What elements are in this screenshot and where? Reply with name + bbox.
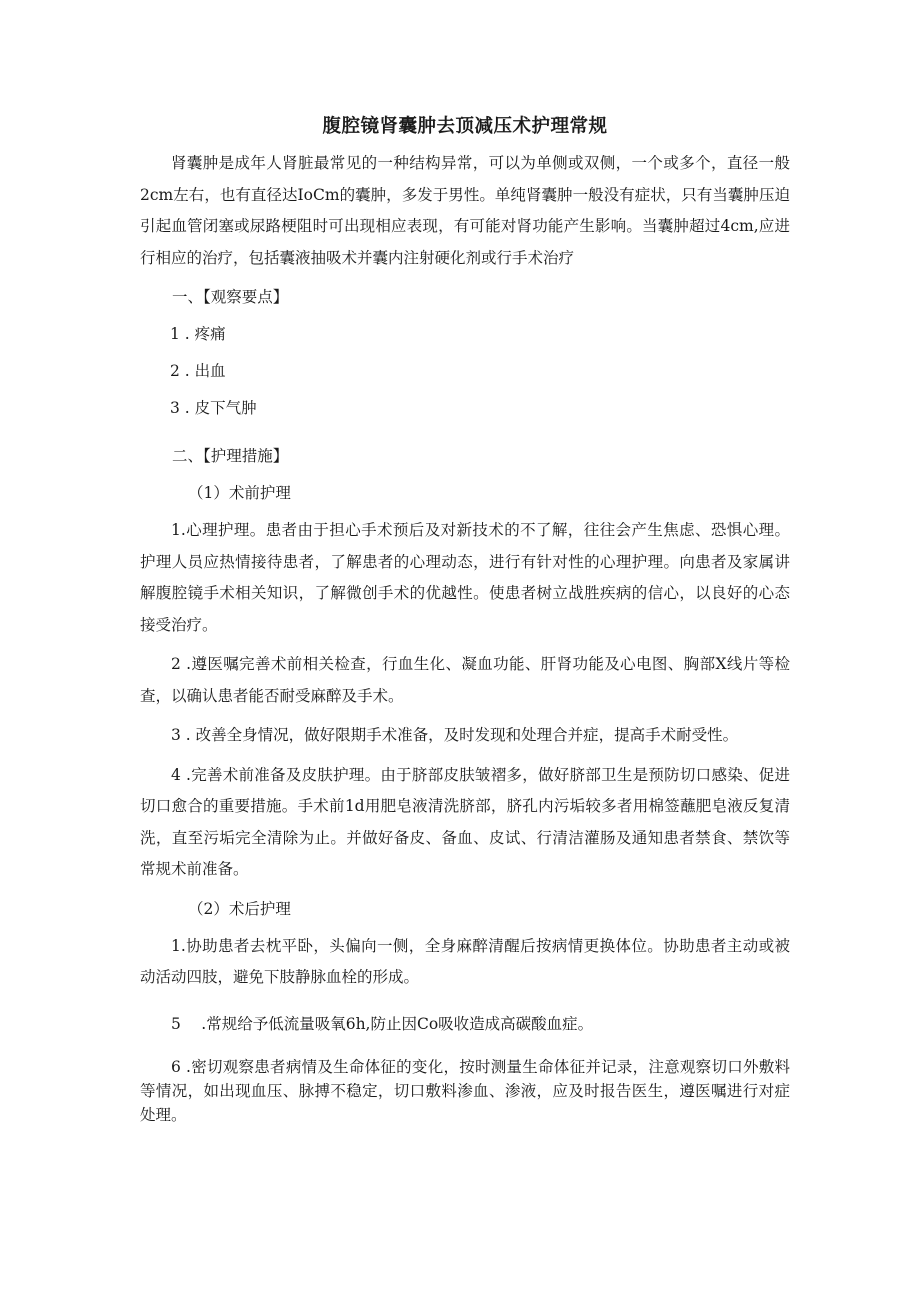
subsection-heading-preop: （1）术前护理 [188,484,291,502]
document-body [140,110,790,1127]
postop-item-5: 5 .常规给予低流量吸氧6h,防止因Co吸收造成高碳酸血症。 [171,1014,594,1033]
observation-item-bleeding: 2 . 出血 [170,362,226,380]
document-title: 腹腔镜肾囊肿去顶减压术护理常规 [322,116,608,137]
postop-item-1: 1.协助患者去枕平卧，头偏向一侧，全身麻醉清醒后按病情更换体位。协助患者主动或被动活动四肢，避免下肢静脉血栓的形成。 [140,936,790,986]
preop-item-2: 2 .遵医嘱完善术前相关检查，行血生化、凝血功能、肝肾功能及心电图、胸部X线片等检查，以确认患者能否耐受麻醉及手术。 [140,655,790,705]
postop-item-6: 6 .密切观察患者病情及生命体征的变化，按时测量生命体征并记录，注意观察切口外敷料等情况，如出现血压、脉搏不稳定，切口敷料渗血、渗液，应及时报告医生，遵医嘱进行对症处理。 [140,1058,790,1124]
preop-item-4: 4 .完善术前准备及皮肤护理。由于脐部皮肤皱褶多，做好脐部卫生是预防切口感染、促进切口愈合的重要措施。手术前1d用肥皂液清洗脐部，脐孔内污垢较多者用棉签蘸肥皂液反复清洗，直至污垢完全清除为止。并做好备皮、备血、皮试、行清洁灌肠及通知患者禁食、禁饮等常规术前准备。 [140,765,790,878]
section-heading-nursing: 二、【护理措施】 [172,447,289,465]
intro-paragraph: 肾囊肿是成年人肾脏最常见的一种结构异常，可以为单侧或双侧，一个或多个，直径一般2cm左右，也有直径达IoCm的囊肿，多发于男性。单纯肾囊肿一般没有症状，只有当囊肿压迫引起血管闭塞或尿路梗阻时可出现相应表现，有可能对肾功能产生影响。当囊肿超过4cm,应进行相应的治疗，包括囊液抽吸术并囊内注射硬化剂或行手术治疗 [140,154,790,267]
subsection-heading-postop: （2）术后护理 [188,899,291,918]
section-heading-observation: 一、【观察要点】 [172,288,289,306]
preop-item-1: 1.心理护理。患者由于担心手术预后及对新技术的不了解，往往会产生焦虑、恐惧心理。护理人员应热情接待患者，了解患者的心理动态，进行有针对性的心理护理。向患者及家属讲解腹腔镜手术相关知识，了解微创手术的优越性。使患者树立战胜疾病的信心，以良好的心态接受治疗。 [140,521,790,634]
preop-item-3: 3 . 改善全身情况，做好限期手术准备，及时发现和处理合并症，提高手术耐受性。 [171,726,739,744]
observation-item-emphysema: 3 . 皮下气肿 [170,399,257,417]
observation-item-pain: 1 . 疼痛 [170,325,226,343]
